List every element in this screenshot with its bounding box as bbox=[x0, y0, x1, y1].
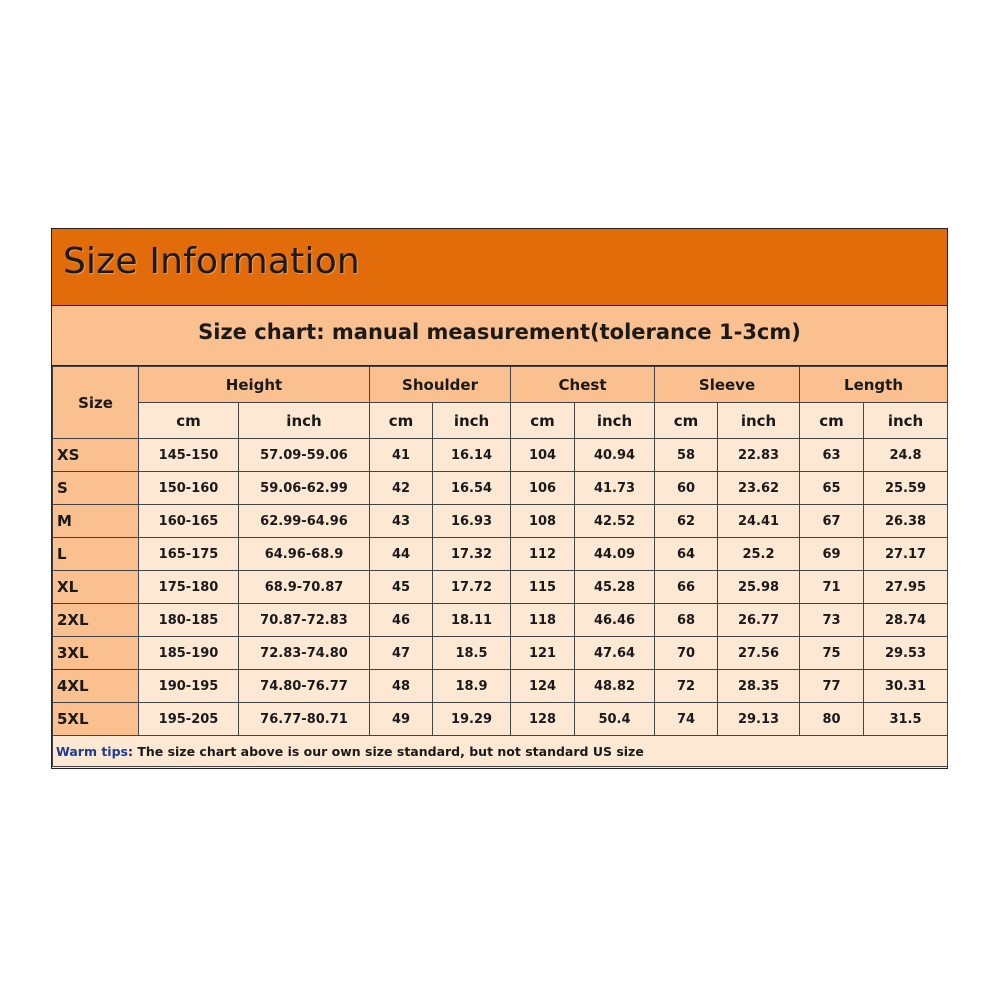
table-cell: 48.82 bbox=[575, 670, 655, 703]
size-label: 5XL bbox=[53, 703, 139, 736]
table-cell: 41 bbox=[370, 439, 433, 472]
unit-header-row bbox=[53, 403, 948, 439]
table-cell: 16.14 bbox=[433, 439, 511, 472]
table-cell: 49 bbox=[370, 703, 433, 736]
table-cell: 29.13 bbox=[718, 703, 800, 736]
table-cell: 17.72 bbox=[433, 571, 511, 604]
table-cell: 64 bbox=[655, 538, 718, 571]
chart-subtitle: Size chart: manual measurement(tolerance 1-3cm) bbox=[198, 320, 801, 344]
table-cell: 18.9 bbox=[433, 670, 511, 703]
table-cell: 112 bbox=[511, 538, 575, 571]
size-chart bbox=[51, 228, 948, 769]
title-bar bbox=[52, 229, 947, 306]
table-cell: 25.59 bbox=[864, 472, 948, 505]
size-label: 2XL bbox=[53, 604, 139, 637]
table-cell: 43 bbox=[370, 505, 433, 538]
table-row bbox=[53, 703, 948, 736]
warm-tips-row bbox=[53, 736, 948, 767]
table-row bbox=[53, 472, 948, 505]
table-cell: 75 bbox=[800, 637, 864, 670]
table-row bbox=[53, 439, 948, 472]
table-cell: 46.46 bbox=[575, 604, 655, 637]
size-label: 4XL bbox=[53, 670, 139, 703]
table-cell: 23.62 bbox=[718, 472, 800, 505]
table-cell: 124 bbox=[511, 670, 575, 703]
table-cell: 65 bbox=[800, 472, 864, 505]
table-cell: 67 bbox=[800, 505, 864, 538]
table-cell: 60 bbox=[655, 472, 718, 505]
table-cell: 44.09 bbox=[575, 538, 655, 571]
group-header-chest: Chest bbox=[511, 367, 655, 403]
unit-header: inch bbox=[575, 403, 655, 439]
table-cell: 150-160 bbox=[139, 472, 239, 505]
table-cell: 72 bbox=[655, 670, 718, 703]
group-header-row bbox=[53, 367, 948, 403]
table-row bbox=[53, 604, 948, 637]
table-cell: 29.53 bbox=[864, 637, 948, 670]
warm-tips-label: Warm tips bbox=[56, 743, 128, 759]
table-cell: 121 bbox=[511, 637, 575, 670]
unit-header: cm bbox=[139, 403, 239, 439]
group-header-height: Height bbox=[139, 367, 370, 403]
table-cell: 165-175 bbox=[139, 538, 239, 571]
table-cell: 26.77 bbox=[718, 604, 800, 637]
table-cell: 27.17 bbox=[864, 538, 948, 571]
table-cell: 62.99-64.96 bbox=[239, 505, 370, 538]
table-cell: 80 bbox=[800, 703, 864, 736]
table-row bbox=[53, 670, 948, 703]
table-cell: 70 bbox=[655, 637, 718, 670]
table-cell: 74 bbox=[655, 703, 718, 736]
unit-header: cm bbox=[511, 403, 575, 439]
group-header-length: Length bbox=[800, 367, 948, 403]
subtitle-bar bbox=[52, 306, 947, 366]
unit-header: inch bbox=[433, 403, 511, 439]
table-cell: 25.98 bbox=[718, 571, 800, 604]
size-table bbox=[52, 366, 948, 767]
table-cell: 175-180 bbox=[139, 571, 239, 604]
table-cell: 44 bbox=[370, 538, 433, 571]
table-cell: 108 bbox=[511, 505, 575, 538]
table-cell: 57.09-59.06 bbox=[239, 439, 370, 472]
table-cell: 42 bbox=[370, 472, 433, 505]
table-cell: 118 bbox=[511, 604, 575, 637]
table-cell: 76.77-80.71 bbox=[239, 703, 370, 736]
table-cell: 145-150 bbox=[139, 439, 239, 472]
table-cell: 69 bbox=[800, 538, 864, 571]
group-header-shoulder: Shoulder bbox=[370, 367, 511, 403]
table-cell: 68 bbox=[655, 604, 718, 637]
table-cell: 16.54 bbox=[433, 472, 511, 505]
unit-header: cm bbox=[370, 403, 433, 439]
table-cell: 27.56 bbox=[718, 637, 800, 670]
table-cell: 18.5 bbox=[433, 637, 511, 670]
table-cell: 66 bbox=[655, 571, 718, 604]
table-cell: 28.74 bbox=[864, 604, 948, 637]
table-cell: 30.31 bbox=[864, 670, 948, 703]
table-cell: 70.87-72.83 bbox=[239, 604, 370, 637]
table-cell: 19.29 bbox=[433, 703, 511, 736]
table-cell: 47.64 bbox=[575, 637, 655, 670]
table-cell: 18.11 bbox=[433, 604, 511, 637]
table-cell: 73 bbox=[800, 604, 864, 637]
unit-header: inch bbox=[864, 403, 948, 439]
size-column-header: Size bbox=[53, 367, 139, 439]
table-cell: 160-165 bbox=[139, 505, 239, 538]
table-cell: 26.38 bbox=[864, 505, 948, 538]
size-label: L bbox=[53, 538, 139, 571]
table-cell: 72.83-74.80 bbox=[239, 637, 370, 670]
table-cell: 190-195 bbox=[139, 670, 239, 703]
unit-header: inch bbox=[239, 403, 370, 439]
table-cell: 64.96-68.9 bbox=[239, 538, 370, 571]
table-cell: 115 bbox=[511, 571, 575, 604]
size-label: 3XL bbox=[53, 637, 139, 670]
warm-tips bbox=[53, 736, 948, 767]
table-cell: 25.2 bbox=[718, 538, 800, 571]
table-row bbox=[53, 538, 948, 571]
table-cell: 71 bbox=[800, 571, 864, 604]
table-cell: 50.4 bbox=[575, 703, 655, 736]
unit-header: cm bbox=[800, 403, 864, 439]
table-cell: 77 bbox=[800, 670, 864, 703]
table-cell: 48 bbox=[370, 670, 433, 703]
table-cell: 27.95 bbox=[864, 571, 948, 604]
table-cell: 62 bbox=[655, 505, 718, 538]
table-cell: 28.35 bbox=[718, 670, 800, 703]
table-row bbox=[53, 571, 948, 604]
table-cell: 24.41 bbox=[718, 505, 800, 538]
group-header-sleeve: Sleeve bbox=[655, 367, 800, 403]
table-row bbox=[53, 637, 948, 670]
size-label: XS bbox=[53, 439, 139, 472]
table-cell: 128 bbox=[511, 703, 575, 736]
table-cell: 59.06-62.99 bbox=[239, 472, 370, 505]
table-cell: 31.5 bbox=[864, 703, 948, 736]
table-cell: 45 bbox=[370, 571, 433, 604]
unit-header: inch bbox=[718, 403, 800, 439]
table-cell: 17.32 bbox=[433, 538, 511, 571]
table-cell: 47 bbox=[370, 637, 433, 670]
table-cell: 45.28 bbox=[575, 571, 655, 604]
table-cell: 24.8 bbox=[864, 439, 948, 472]
table-cell: 58 bbox=[655, 439, 718, 472]
warm-tips-text: : The size chart above is our own size standard, but not standard US size bbox=[127, 743, 644, 759]
table-cell: 41.73 bbox=[575, 472, 655, 505]
table-cell: 185-190 bbox=[139, 637, 239, 670]
unit-header: cm bbox=[655, 403, 718, 439]
size-label: M bbox=[53, 505, 139, 538]
table-cell: 16.93 bbox=[433, 505, 511, 538]
size-label: XL bbox=[53, 571, 139, 604]
table-row bbox=[53, 505, 948, 538]
table-cell: 68.9-70.87 bbox=[239, 571, 370, 604]
size-label: S bbox=[53, 472, 139, 505]
table-body bbox=[53, 439, 948, 767]
table-cell: 63 bbox=[800, 439, 864, 472]
table-cell: 180-185 bbox=[139, 604, 239, 637]
table-cell: 106 bbox=[511, 472, 575, 505]
table-cell: 195-205 bbox=[139, 703, 239, 736]
table-cell: 22.83 bbox=[718, 439, 800, 472]
table-cell: 46 bbox=[370, 604, 433, 637]
table-cell: 104 bbox=[511, 439, 575, 472]
table-cell: 74.80-76.77 bbox=[239, 670, 370, 703]
table-cell: 40.94 bbox=[575, 439, 655, 472]
table-cell: 42.52 bbox=[575, 505, 655, 538]
page-title: Size Information bbox=[63, 241, 360, 282]
